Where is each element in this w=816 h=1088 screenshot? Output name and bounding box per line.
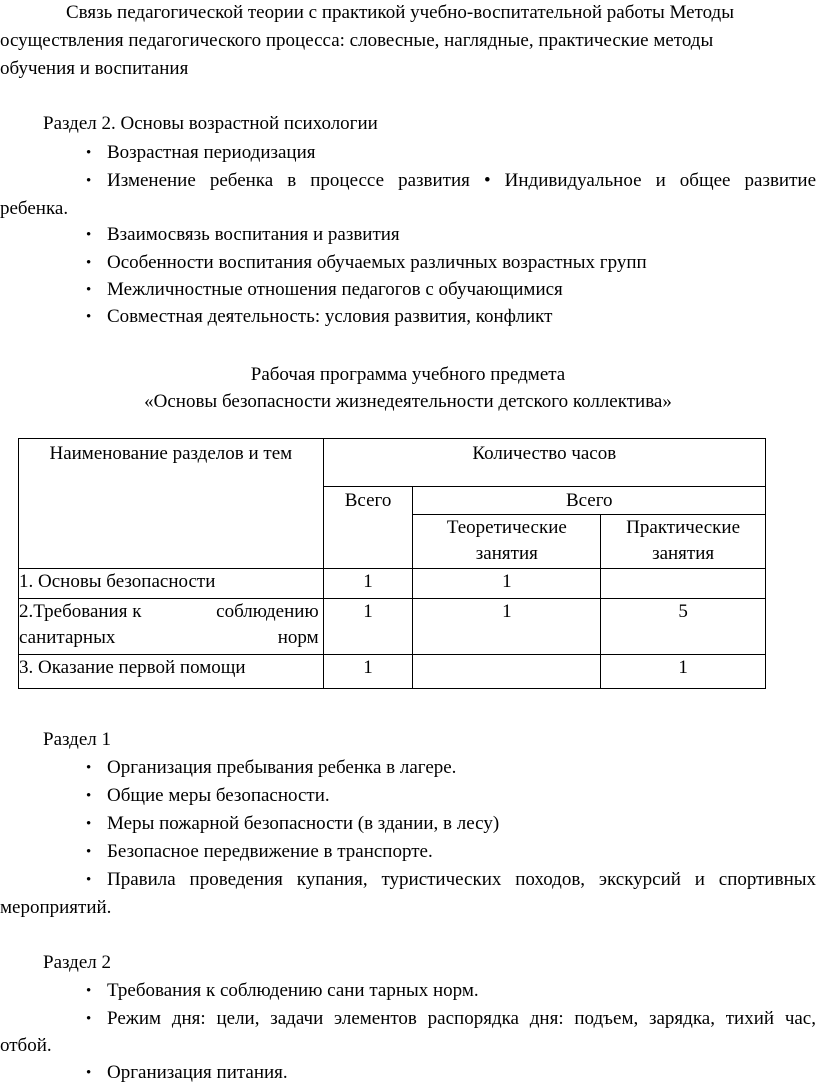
list-item-text: Возрастная периодизация: [107, 142, 316, 163]
section-b-heading: Раздел 1: [43, 729, 111, 750]
header-hours: Количество часов: [323, 439, 765, 487]
row-total: 1: [323, 599, 413, 655]
table-row: [19, 655, 766, 689]
row-name-part: 2.Требования к: [19, 601, 142, 622]
list-item-text: Организация питания.: [107, 1062, 288, 1083]
row-name-part: санитарных: [19, 627, 116, 648]
header-total: Всего: [323, 487, 413, 569]
list-item-text: Организация пребывания ребенка в лагере.: [107, 757, 457, 778]
row-name: 3. Оказание первой помощи: [19, 655, 324, 689]
program-title-1: Рабочая программа учебного предмета: [250, 364, 566, 385]
intro-line-1: Связь педагогической теории с практикой учебно-воспитательной работы Методы: [66, 2, 734, 23]
list-item-text: Общие меры безопасности.: [107, 785, 330, 806]
bullet-icon: •: [86, 282, 92, 298]
row-theory: 1: [413, 569, 601, 599]
row-name-part: соблюдению: [216, 601, 319, 622]
header-total-sub: Всего: [413, 487, 766, 515]
bullet-icon: •: [86, 1065, 92, 1081]
bullet-icon: •: [86, 145, 92, 161]
bullet-icon: •: [86, 760, 92, 776]
bullet-icon: •: [86, 872, 92, 888]
list-item-continuation: ребенка.: [0, 198, 69, 219]
bullet-icon: •: [86, 1011, 92, 1027]
list-item-text: Требования к соблюдению сани тарных норм.: [107, 980, 479, 1001]
row-name-line2: [19, 625, 323, 651]
bullet-icon: •: [86, 309, 92, 325]
hours-table: [18, 438, 766, 689]
row-theory: [413, 655, 601, 689]
list-item-continuation: отбой.: [0, 1035, 52, 1056]
list-item-text: Изменение ребенка в процессе развития • Индивидуальное и общее развитие: [107, 170, 816, 191]
row-practice: 1: [601, 655, 766, 689]
list-item-text: Совместная деятельность: условия развития, конфликт: [107, 306, 553, 327]
intro-line-3: обучения и воспитания: [0, 58, 189, 79]
table-row: [19, 569, 766, 599]
bullet-icon: •: [86, 173, 92, 189]
row-total: 1: [323, 569, 413, 599]
program-title-2: «Основы безопасности жизнедеятельности детского коллектива»: [144, 391, 672, 412]
row-name-line1: [19, 599, 323, 625]
list-item-text: Правила проведения купания, туристических походов, экскурсий и спортивных: [107, 869, 816, 890]
bullet-icon: •: [86, 227, 92, 243]
bullet-icon: •: [86, 255, 92, 271]
row-practice: [601, 569, 766, 599]
row-name: [19, 599, 324, 655]
row-total: 1: [323, 655, 413, 689]
bullet-icon: •: [86, 983, 92, 999]
list-item-text: Межличностные отношения педагогов с обучающимися: [107, 279, 563, 300]
header-name: Наименование разделов и тем: [19, 439, 324, 569]
section-a-heading: Раздел 2. Основы возрастной психологии: [43, 113, 378, 134]
header-theory: [413, 515, 601, 569]
list-item-text: Меры пожарной безопасности (в здании, в лесу): [107, 813, 500, 834]
row-theory: 1: [413, 599, 601, 655]
list-item-text: Особенности воспитания обучаемых различных возрастных групп: [107, 252, 647, 273]
section-c-heading: Раздел 2: [43, 952, 111, 973]
list-item-text: Взаимосвязь воспитания и развития: [107, 224, 400, 245]
bullet-icon: •: [86, 816, 92, 832]
intro-line-2: осуществления педагогического процесса: словесные, наглядные, практические методы: [0, 30, 714, 51]
list-item-continuation: мероприятий.: [0, 897, 112, 918]
bullet-icon: •: [86, 844, 92, 860]
row-practice: 5: [601, 599, 766, 655]
bullet-icon: •: [86, 788, 92, 804]
header-practice-line2: занятия: [652, 543, 715, 564]
table-row: [19, 599, 766, 655]
header-theory-line1: Теоретические: [446, 517, 567, 538]
list-item-text: Режим дня: цели, задачи элементов распорядка дня: подъем, зарядка, тихий час,: [107, 1008, 816, 1029]
header-practice-line1: Практические: [626, 517, 741, 538]
row-name: 1. Основы безопасности: [19, 569, 324, 599]
header-theory-line2: занятия: [475, 543, 538, 564]
table-header-row: [19, 439, 766, 487]
header-practice: [601, 515, 766, 569]
list-item-text: Безопасное передвижение в транспорте.: [107, 841, 433, 862]
row-name-part: норм: [277, 627, 319, 648]
